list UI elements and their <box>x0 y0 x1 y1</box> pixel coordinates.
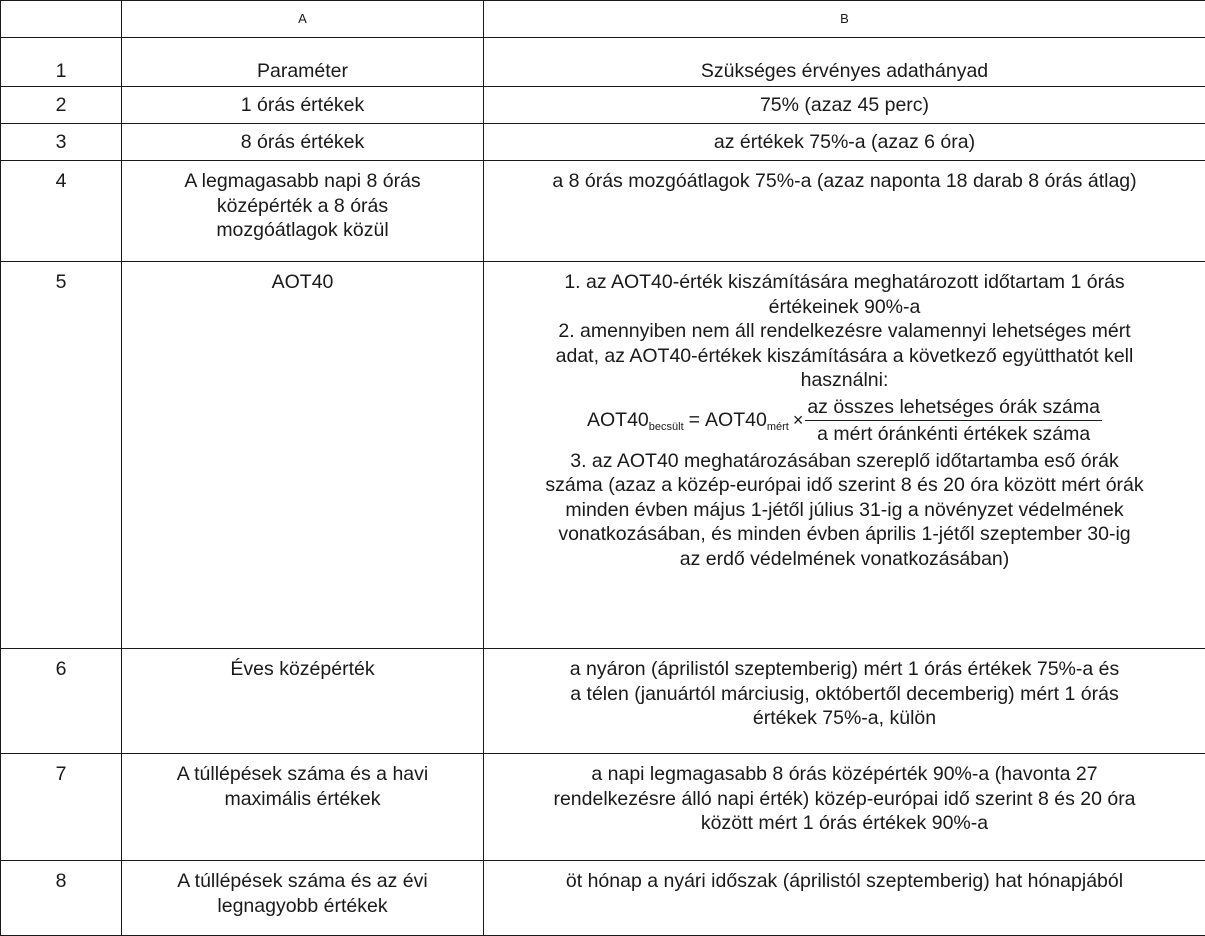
table-row <box>1 262 1205 649</box>
cell-line: legnagyobb értékek <box>128 894 477 919</box>
parameter-cell <box>122 38 484 87</box>
table-row <box>1 754 1205 861</box>
column-header-a: A <box>122 1 484 38</box>
required-fraction-cell <box>484 161 1205 262</box>
formula-equals: = <box>689 408 700 433</box>
formula-rhs: AOT40 <box>705 408 767 433</box>
cell-line: öt hónap a nyári időszak (áprilistól szeptemberig) hat hónapjából <box>490 869 1199 894</box>
formula-lhs-subscript: becsült <box>649 415 684 440</box>
table-row <box>1 649 1205 754</box>
cell-line: 2. amennyiben nem áll rendelkezésre valamennyi lehetséges mért <box>490 319 1199 344</box>
row-number: 7 <box>1 754 122 861</box>
column-header-row <box>1 1 1205 38</box>
cell-line: rendelkezésre álló napi érték) közép-európai idő szerint 8 és 20 óra <box>490 787 1199 812</box>
cell-line: mozgóátlagok közül <box>128 218 477 243</box>
cell-line: AOT40 <box>128 270 477 295</box>
cell-line: használni: <box>490 368 1199 393</box>
required-fraction-cell <box>484 861 1205 936</box>
parameter-cell <box>122 754 484 861</box>
required-fraction-cell <box>484 38 1205 87</box>
required-fraction-cell <box>484 649 1205 754</box>
parameter-cell <box>122 861 484 936</box>
corner-cell <box>1 1 122 38</box>
required-fraction-cell <box>484 87 1205 124</box>
cell-line: középérték a 8 órás <box>128 194 477 219</box>
parameter-cell <box>122 161 484 262</box>
parameter-cell <box>122 87 484 124</box>
formula-fraction <box>805 395 1102 447</box>
cell-line: a télen (januártól márciusig, októbertől decemberig) mért 1 órás <box>490 682 1199 707</box>
cell-line: 8 órás értékek <box>128 130 477 155</box>
cell-line: száma (azaz a közép-európai idő szerint 8 és 20 óra között mért órák <box>490 473 1199 498</box>
cell-line: A túllépések száma és az évi <box>128 869 477 894</box>
required-fraction-cell <box>484 262 1205 649</box>
row-number: 8 <box>1 861 122 936</box>
formula-denominator: a mért óránkénti értékek száma <box>815 421 1092 447</box>
aot40-formula <box>490 395 1199 447</box>
formula-rhs-subscript: mért <box>767 415 789 440</box>
cell-line: Szükséges érvényes adathányad <box>490 59 1199 84</box>
table-row <box>1 87 1205 124</box>
cell-line: a napi legmagasabb 8 órás középérték 90%-a (havonta 27 <box>490 762 1199 787</box>
row-number: 3 <box>1 124 122 161</box>
table-row <box>1 38 1205 87</box>
row-number: 4 <box>1 161 122 262</box>
required-fraction-cell <box>484 754 1205 861</box>
row-number: 6 <box>1 649 122 754</box>
table-row <box>1 861 1205 936</box>
cell-line: 75% (azaz 45 perc) <box>490 93 1199 118</box>
cell-line: Éves középérték <box>128 657 477 682</box>
cell-line: a 8 órás mozgóátlagok 75%-a (azaz naponta 18 darab 8 órás átlag) <box>490 169 1199 194</box>
parameter-cell <box>122 649 484 754</box>
cell-line: az értékek 75%-a (azaz 6 óra) <box>490 130 1199 155</box>
cell-line: között mért 1 órás értékek 90%-a <box>490 811 1199 836</box>
cell-line: 3. az AOT40 meghatározásában szereplő időtartamba eső órák <box>490 449 1199 474</box>
cell-line: A túllépések száma és a havi <box>128 762 477 787</box>
cell-line: 1 órás értékek <box>128 93 477 118</box>
row-number: 5 <box>1 262 122 649</box>
parameter-cell <box>122 124 484 161</box>
row-number: 1 <box>1 38 122 87</box>
row-number: 2 <box>1 87 122 124</box>
cell-line: minden évben május 1-jétől július 31-ig a növényzet védelmének <box>490 498 1199 523</box>
table-row <box>1 161 1205 262</box>
cell-line: a nyáron (áprilistól szeptemberig) mért 1 órás értékek 75%-a és <box>490 657 1199 682</box>
cell-line: 1. az AOT40-érték kiszámítására meghatározott időtartam 1 órás <box>490 270 1199 295</box>
cell-line: vonatkozásában, és minden évben április 1-jétől szeptember 30-ig <box>490 522 1199 547</box>
cell-line: adat, az AOT40-értékek kiszámítására a következő együtthatót kell <box>490 344 1199 369</box>
cell-line: A legmagasabb napi 8 órás <box>128 169 477 194</box>
table-row <box>1 124 1205 161</box>
cell-line: Paraméter <box>128 59 477 84</box>
cell-line: értékek 75%-a, külön <box>490 706 1199 731</box>
formula-times: × <box>793 408 804 433</box>
cell-line: az erdő védelmének vonatkozásában) <box>490 547 1199 572</box>
formula-numerator: az összes lehetséges órák száma <box>805 395 1102 422</box>
required-fraction-cell <box>484 124 1205 161</box>
formula-lhs: AOT40 <box>587 408 649 433</box>
cell-line: maximális értékek <box>128 787 477 812</box>
cell-line: értékeinek 90%-a <box>490 295 1199 320</box>
column-header-b: B <box>484 1 1205 38</box>
parameter-cell <box>122 262 484 649</box>
